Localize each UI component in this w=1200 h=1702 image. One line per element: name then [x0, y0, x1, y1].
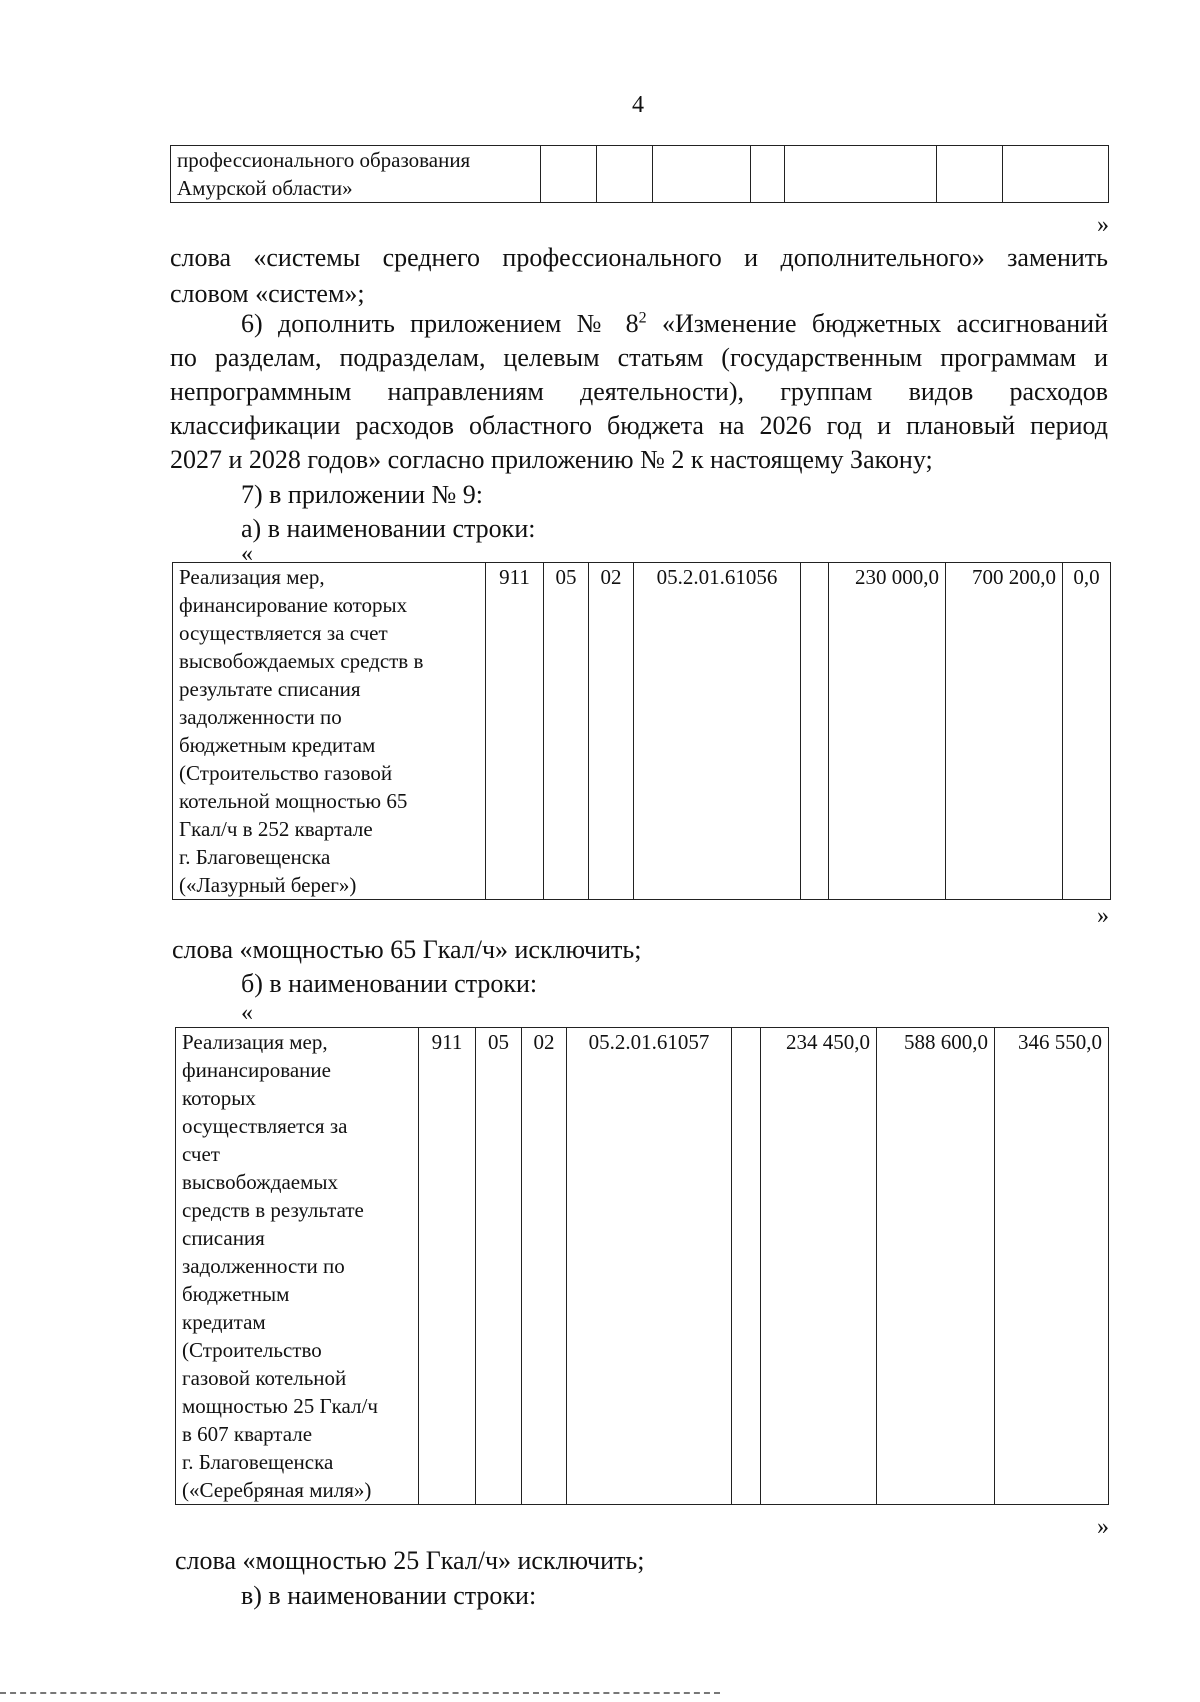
name-line: задолженности по: [182, 1254, 345, 1278]
table-continuation: [170, 145, 1109, 203]
amount-2027: 588 600,0: [877, 1028, 995, 1505]
paragraph-part: «Изменение бюджетных ассигнований: [646, 309, 1108, 338]
name-line: средств в результате: [182, 1198, 364, 1222]
amount-2026: 230 000,0: [829, 563, 946, 900]
after-a-text: слова «мощностью 65 Гкал/ч» исключить;: [172, 935, 642, 964]
name-line: списания: [182, 1226, 265, 1250]
open-quote-b: «: [241, 1000, 253, 1026]
table-row: [171, 146, 1109, 203]
paragraph-line: по разделам, подразделам, целевым статьям (государственным программам и: [170, 343, 1108, 372]
name-line: котельной мощностью 65: [179, 789, 408, 813]
superscript: 2: [638, 309, 647, 327]
paragraph-line: [241, 306, 1108, 342]
name-line: высвобождаемых средств в: [179, 649, 424, 673]
table-row: [176, 1028, 1109, 1505]
name-line: г. Благовещенска: [179, 845, 331, 869]
name-line: Гкал/ч в 252 квартале: [179, 817, 373, 841]
table-row: [173, 563, 1111, 900]
name-line: Амурской области»: [177, 176, 353, 200]
name-line: финансирование: [182, 1058, 331, 1082]
name-line: («Лазурный берег»): [179, 873, 357, 897]
name-line: бюджетным кредитам: [179, 733, 376, 757]
empty-cell: [541, 146, 597, 203]
close-quote-2: »: [1097, 903, 1109, 929]
name-line: осуществляется за счет: [179, 621, 388, 645]
empty-cell: [785, 146, 937, 203]
paragraph-line: 2027 и 2028 годов» согласно приложению № 2 к настоящему Закону;: [170, 445, 933, 474]
name-line: бюджетным: [182, 1282, 290, 1306]
name-cell: [171, 146, 541, 203]
paragraph-line: слова «системы среднего профессионального и дополнительного» заменить: [170, 243, 1108, 272]
subsection-code: 02: [522, 1028, 567, 1505]
section-code: 05: [476, 1028, 522, 1505]
name-line: («Серебряная миля»): [182, 1478, 372, 1502]
page-number: 4: [632, 92, 644, 118]
name-line: мощностью 25 Гкал/ч: [182, 1394, 378, 1418]
name-line: в 607 квартале: [182, 1422, 313, 1446]
close-quote-1: »: [1097, 212, 1109, 238]
empty-cell: [751, 146, 785, 203]
name-line: (Строительство: [182, 1338, 322, 1362]
name-line: задолженности по: [179, 705, 342, 729]
ministry-code: 911: [486, 563, 544, 900]
table-a: [172, 562, 1111, 900]
name-line: (Строительство газовой: [179, 761, 393, 785]
paragraph-line: непрограммным направлениям деятельности), группам видов расходов: [170, 377, 1108, 406]
amount-2027: 700 200,0: [946, 563, 1063, 900]
open-quote-a: «: [241, 541, 253, 567]
name-line: результате списания: [179, 677, 361, 701]
empty-cell: [597, 146, 653, 203]
table-b: [175, 1027, 1109, 1505]
name-line: которых: [182, 1086, 256, 1110]
after-b-text: слова «мощностью 25 Гкал/ч» исключить;: [175, 1546, 645, 1575]
name-line: газовой котельной: [182, 1366, 347, 1390]
item-7: 7) в приложении № 9:: [241, 480, 484, 509]
section-code: 05: [544, 563, 589, 900]
close-quote-3: »: [1097, 1514, 1109, 1540]
amount-2028: 0,0: [1063, 563, 1111, 900]
paragraph-line: классификации расходов областного бюджета на 2026 год и плановый период: [170, 411, 1108, 440]
name-line: счет: [182, 1142, 220, 1166]
empty-cell: [653, 146, 751, 203]
subsection-code: 02: [589, 563, 634, 900]
paragraph-part: 6) дополнить приложением № 8: [241, 309, 639, 338]
name-line: кредитам: [182, 1310, 266, 1334]
target-article: 05.2.01.61057: [567, 1028, 732, 1505]
paragraph-line: словом «систем»;: [170, 279, 365, 308]
name-line: высвобождаемых: [182, 1170, 339, 1194]
scan-artifact-line: [0, 1692, 720, 1694]
empty-cell: [1003, 146, 1109, 203]
amount-2028: 346 550,0: [995, 1028, 1109, 1505]
item-b: б) в наименовании строки:: [241, 969, 538, 998]
empty-cell: [937, 146, 1003, 203]
expense-type: [801, 563, 829, 900]
item-c: в) в наименовании строки:: [241, 1581, 537, 1610]
name-cell: [173, 563, 486, 900]
amount-2026: 234 450,0: [761, 1028, 877, 1505]
name-line: Реализация мер,: [179, 565, 325, 589]
name-line: профессионального образования: [177, 148, 471, 172]
name-line: г. Благовещенска: [182, 1450, 334, 1474]
name-line: осуществляется за: [182, 1114, 348, 1138]
name-line: финансирование которых: [179, 593, 408, 617]
name-line: Реализация мер,: [182, 1030, 328, 1054]
target-article: 05.2.01.61056: [634, 563, 801, 900]
expense-type: [732, 1028, 761, 1505]
ministry-code: 911: [419, 1028, 476, 1505]
name-cell: [176, 1028, 419, 1505]
item-a: а) в наименовании строки:: [241, 514, 536, 543]
